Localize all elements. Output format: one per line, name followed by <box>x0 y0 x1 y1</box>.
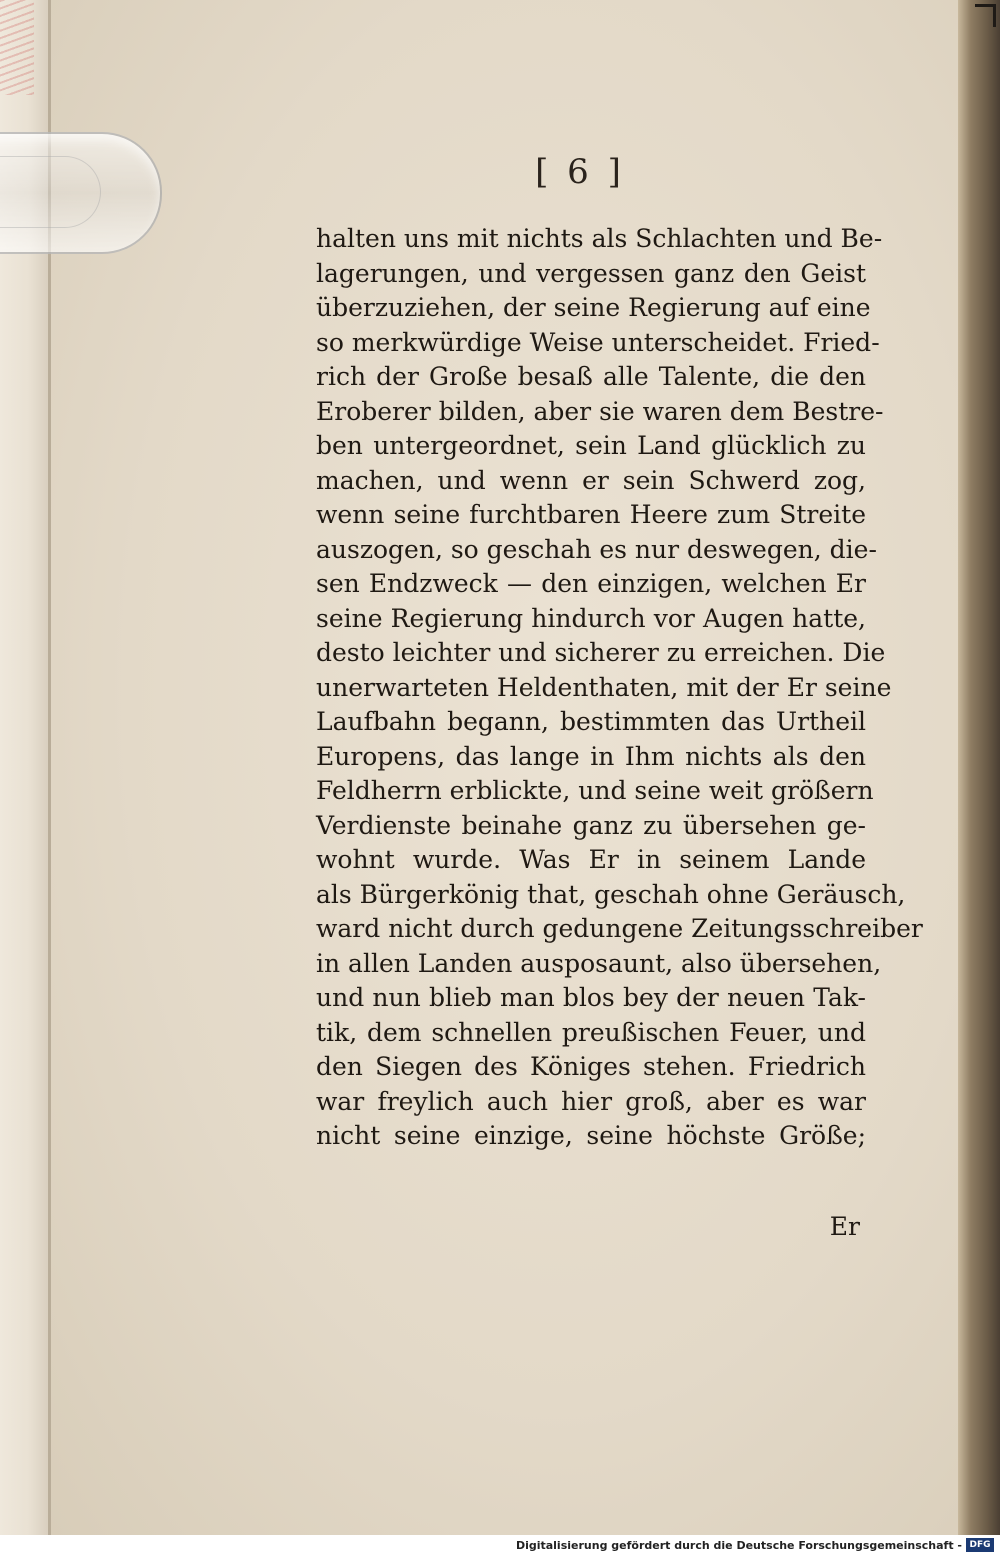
dfg-logo: DFG <box>966 1538 994 1552</box>
text-line: lagerungen, und vergessen ganz den Geist <box>316 258 866 288</box>
text-line: rich der Große besaß alle Talente, die den <box>316 362 866 391</box>
text-line: in allen Landen ausposaunt, also übersehen, <box>316 948 882 978</box>
text-line: Feldherrn erblickte, und seine weit größern <box>316 776 874 805</box>
text-line: seine Regierung hindurch vor Augen hatte, <box>316 603 866 633</box>
text-line: Laufbahn begann, bestimmten das Urtheil <box>316 707 866 736</box>
text-line: als Bürgerkönig that, geschah ohne Geräusch, <box>316 879 906 909</box>
page-clip-inner <box>0 156 101 228</box>
catchword: Er <box>829 1212 860 1241</box>
text-line: überzuziehen, der seine Regierung auf eine <box>316 293 871 322</box>
text-line: und nun blieb man blos bey der neuen Tak- <box>316 983 866 1012</box>
text-line: Verdienste beinahe ganz zu übersehen ge- <box>316 810 866 840</box>
crop-corner-mark <box>975 4 996 27</box>
text-line: desto leichter und sicherer zu erreichen. Die <box>316 638 886 667</box>
funding-credit: Digitalisierung gefördert durch die Deutsche Forschungsgemeinschaft - <box>515 1539 962 1552</box>
text-line: wohnt wurde. Was Er in seinem Lande <box>316 845 866 874</box>
text-line: machen, und wenn er sein Schwerd zog, <box>316 465 866 495</box>
text-line: tik, dem schnellen preußischen Feuer, und <box>316 1017 866 1047</box>
text-line: Europens, das lange in Ihm nichts als den <box>316 741 866 771</box>
text-line: Eroberer bilden, aber sie waren dem Bestre- <box>316 396 884 426</box>
book-edge <box>958 0 1000 1535</box>
text-line: den Siegen des Königes stehen. Friedrich <box>316 1052 866 1081</box>
text-line: auszogen, so geschah es nur deswegen, die- <box>316 534 877 564</box>
text-line: halten uns mit nichts als Schlachten und Be- <box>316 224 883 253</box>
text-line: sen Endzweck — den einzigen, welchen Er <box>316 569 866 598</box>
paper-stain <box>0 0 34 95</box>
text-line: nicht seine einzige, seine höchste Größe; <box>316 1121 866 1150</box>
footer-banner <box>0 1535 1000 1557</box>
text-line: wenn seine furchtbaren Heere zum Streite <box>316 500 866 529</box>
body-text <box>316 222 923 1154</box>
text-line: ward nicht durch gedungene Zeitungsschreiber <box>316 914 923 943</box>
text-line: so merkwürdige Weise unterscheidet. Fried- <box>316 327 880 357</box>
text-line: war freylich auch hier groß, aber es war <box>316 1086 866 1116</box>
page-clip <box>0 132 162 254</box>
text-line: ben untergeordnet, sein Land glücklich zu <box>316 431 866 460</box>
text-line: unerwarteten Heldenthaten, mit der Er seine <box>316 672 892 702</box>
page-number: [ 6 ] <box>535 152 625 192</box>
